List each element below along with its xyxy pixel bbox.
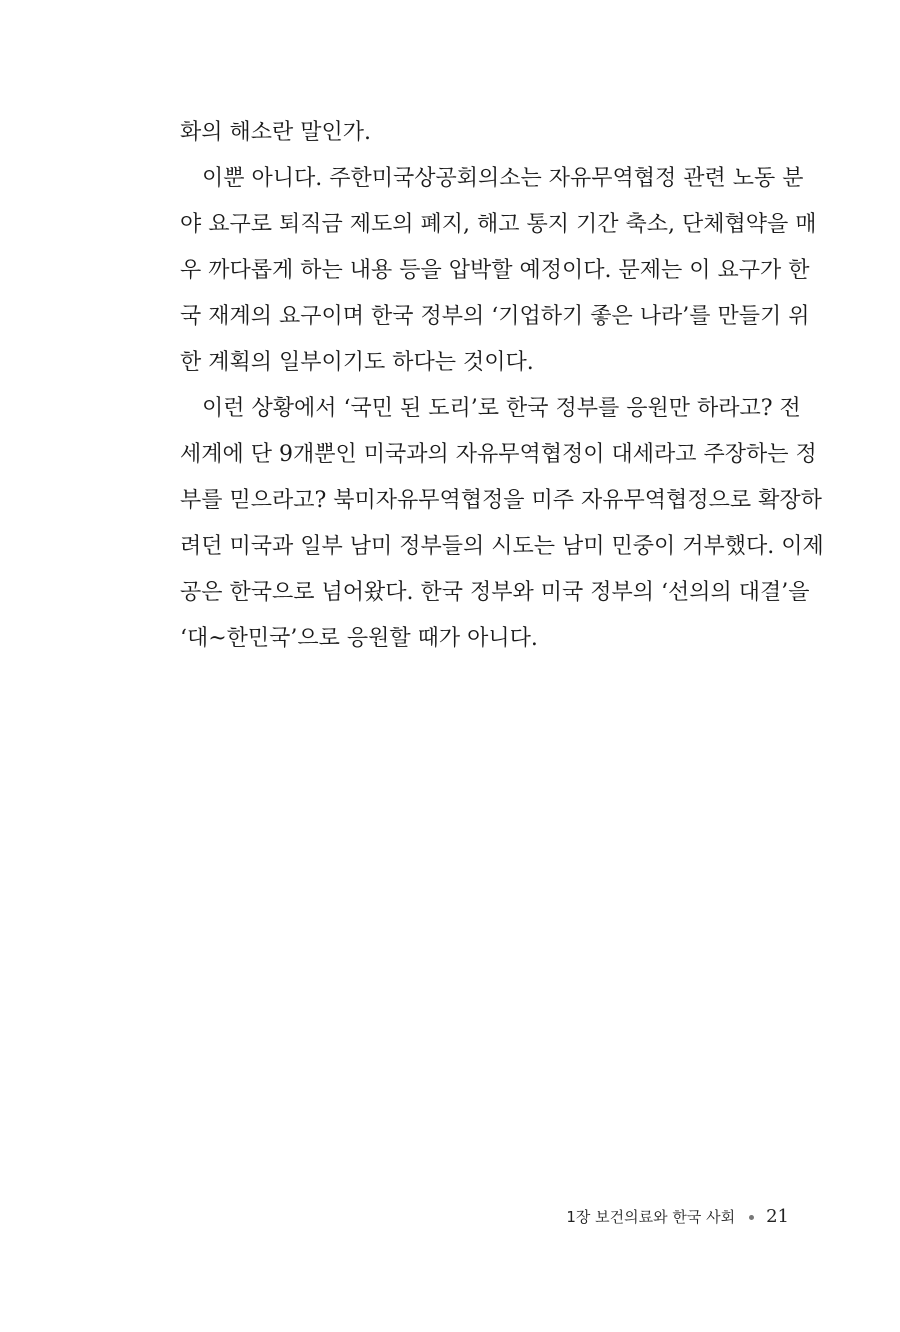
text-line: 야 요구로 퇴직금 제도의 폐지, 해고 통지 기간 축소, 단체협약을 매 <box>180 212 817 237</box>
text-line: 이뿐 아니다. 주한미국상공회의소는 자유무역협정 관련 노동 분 <box>202 166 804 191</box>
body-text <box>180 110 824 662</box>
text-line: 공은 한국으로 넘어왔다. 한국 정부와 미국 정부의 ‘선의의 대결’을 <box>180 580 810 605</box>
text-line: 이런 상황에서 ‘국민 된 도리’로 한국 정부를 응원만 하라고? 전 <box>202 396 801 421</box>
text-line: 부를 믿으라고? 북미자유무역협정을 미주 자유무역협정으로 확장하 <box>180 488 822 513</box>
text-line: 려던 미국과 일부 남미 정부들의 시도는 남미 민중이 거부했다. 이제 <box>180 534 824 559</box>
text-line: 한 계획의 일부이기도 하다는 것이다. <box>180 350 534 375</box>
text-line: 국 재계의 요구이며 한국 정부의 ‘기업하기 좋은 나라’를 만들기 위 <box>180 304 810 329</box>
page-number: 21 <box>766 1206 789 1227</box>
page-footer <box>566 1205 789 1229</box>
text-line: ‘대~한민국’으로 응원할 때가 아니다. <box>180 626 538 651</box>
running-head: 1장 보건의료와 한국 사회 <box>566 1208 736 1226</box>
bullet-separator-icon <box>749 1215 754 1220</box>
text-line: 화의 해소란 말인가. <box>180 120 371 145</box>
text-line: 세계에 단 9개뿐인 미국과의 자유무역협정이 대세라고 주장하는 정 <box>180 442 817 467</box>
text-line: 우 까다롭게 하는 내용 등을 압박할 예정이다. 문제는 이 요구가 한 <box>180 258 810 283</box>
